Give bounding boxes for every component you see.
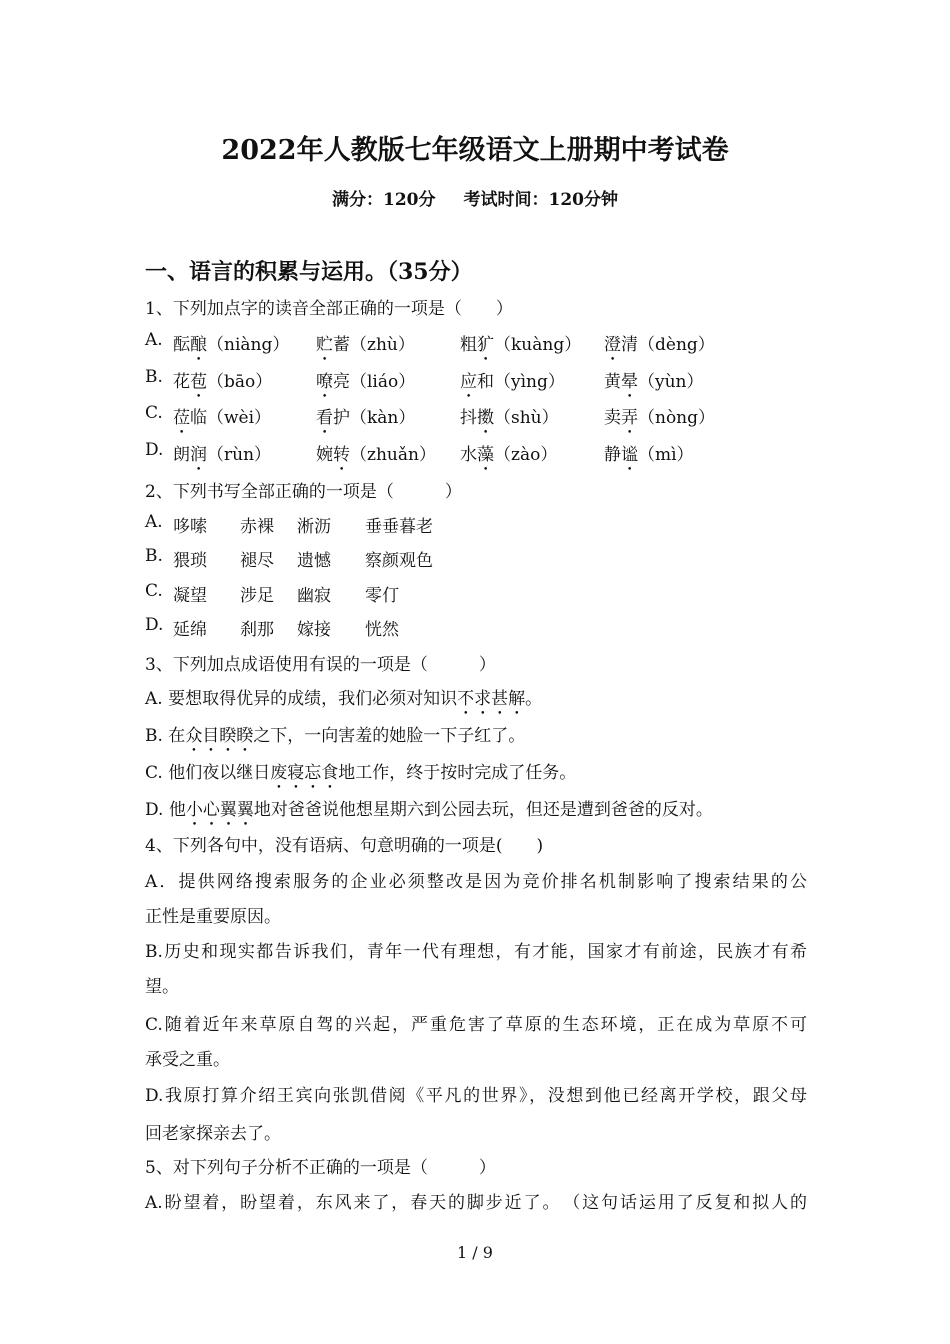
dotted-char: 犷: [477, 335, 494, 355]
pinyin: （zhù）: [350, 335, 415, 355]
option-item: [173, 440, 271, 475]
pinyin: （dèng）: [638, 335, 715, 355]
word-part: 粗: [460, 335, 477, 355]
option-label: D.: [145, 440, 164, 460]
dotted-char: 藻: [477, 445, 494, 465]
option-word: 嫁接: [297, 620, 331, 640]
option-row: [145, 512, 545, 536]
dotted-char: 看: [316, 408, 333, 428]
full-score: 满分：120分: [332, 190, 436, 210]
dotted-idiom: 众目睽睽: [185, 726, 254, 746]
option-word: 哆嗦: [173, 517, 207, 537]
dotted-char: 谧: [621, 445, 638, 465]
question-5-stem: 5、对下列句子分析不正确的一项是（ ）: [145, 1158, 496, 1178]
option-label: B.: [145, 546, 163, 566]
option-row: [145, 721, 525, 756]
option-item: [316, 330, 415, 365]
dotted-char: 转: [333, 445, 350, 465]
pinyin: （kuàng）: [494, 335, 582, 355]
dotted-char: 贮: [316, 335, 333, 355]
pinyin: （rùn）: [207, 445, 272, 465]
option-label: C.: [145, 403, 163, 423]
option-word: 凝望: [173, 586, 207, 606]
option-item: [460, 440, 557, 475]
option-line: D.我原打算介绍王宾向张凯借阅《平凡的世界》，没想到他已经离开学校，跟父母: [145, 1086, 807, 1106]
option-word: 延绵: [173, 620, 207, 640]
text: C. 他们夜以继日: [145, 763, 271, 783]
option-item: [173, 367, 272, 402]
option-label: B.: [145, 367, 163, 387]
option-line: C.随着近年来草原自驾的兴起，严重危害了草原的生态环境，正在成为草原不可: [145, 1015, 807, 1035]
text: 地对爸爸说他想星期六到公园去玩，但还是遭到爸爸的反对。: [253, 800, 713, 820]
dotted-idiom: 废寝忘食: [270, 763, 339, 783]
option-line: 望。: [145, 977, 179, 997]
word-part: 临: [190, 408, 207, 428]
question-1-stem: 1、下列加点字的读音全部正确的一项是（ ）: [145, 299, 513, 319]
question-2-stem: 2、下列书写全部正确的一项是（ ）: [145, 482, 462, 502]
option-word: 察颜观色: [365, 551, 433, 571]
option-word: 零仃: [365, 586, 399, 606]
word-part: 抖: [460, 408, 477, 428]
exam-time: 考试时间：120分钟: [463, 190, 618, 210]
option-word: 猥琐: [173, 551, 207, 571]
text: B. 在: [145, 726, 186, 746]
option-label: C.: [145, 581, 163, 601]
option-word: 淅沥: [297, 517, 331, 537]
section-heading: 一、语言的积累与运用。（35分）: [145, 259, 473, 285]
option-row: [145, 615, 545, 639]
pinyin: （nòng）: [638, 408, 716, 428]
option-word: 垂垂暮老: [365, 517, 433, 537]
option-item: [460, 367, 565, 402]
word-part: 婉: [316, 445, 333, 465]
question-3-stem: 3、下列加点成语使用有误的一项是（ ）: [145, 655, 496, 675]
dotted-char: 苞: [190, 372, 207, 392]
dotted-char: 擞: [477, 408, 494, 428]
option-word: 赤裸: [240, 517, 274, 537]
option-word: 涉足: [240, 586, 274, 606]
dotted-char: 澄: [604, 335, 621, 355]
page-title: 2022年人教版七年级语文上册期中考试卷: [221, 135, 729, 166]
option-line: 正性是重要原因。: [145, 907, 281, 927]
option-word: 刹那: [240, 620, 274, 640]
option-row: [145, 403, 825, 427]
option-item: [316, 367, 415, 402]
option-row: [145, 440, 825, 464]
pinyin: （kàn）: [350, 408, 416, 428]
dotted-char: 酿: [190, 335, 207, 355]
option-line: A.盼望着，盼望着，东风来了，春天的脚步近了。 （这句话运用了反复和拟人的: [145, 1193, 807, 1213]
option-row: [145, 546, 545, 570]
pinyin: （bāo）: [207, 372, 273, 392]
dotted-idiom: 不求甚解: [457, 689, 526, 709]
option-line: 回老家探亲去了。: [145, 1124, 281, 1144]
word-part: 静: [604, 445, 621, 465]
option-item: [604, 440, 694, 475]
pinyin: （yìng）: [494, 372, 565, 392]
dotted-char: 嘹: [316, 372, 333, 392]
option-line: 承受之重。: [145, 1050, 230, 1070]
word-part: 和: [477, 372, 494, 392]
word-part: 花: [173, 372, 190, 392]
word-part: 清: [621, 335, 638, 355]
option-item: [316, 440, 436, 475]
word-part: 黄: [604, 372, 621, 392]
question-4-stem: 4、下列各句中，没有语病、句意明确的一项是( ): [145, 836, 544, 856]
dotted-char: 莅: [173, 408, 190, 428]
pinyin: （yùn）: [638, 372, 704, 392]
word-part: 蓄: [333, 335, 350, 355]
pinyin: （zào）: [494, 445, 558, 465]
option-row: [145, 330, 825, 354]
option-row: [145, 581, 545, 605]
option-word: 恍然: [365, 620, 399, 640]
text: 。: [525, 689, 543, 709]
dotted-char: 晕: [621, 372, 638, 392]
word-part: 酝: [173, 335, 190, 355]
option-row: [145, 795, 713, 830]
word-part: 水: [460, 445, 477, 465]
word-part: 护: [333, 408, 350, 428]
dotted-char: 应: [460, 372, 477, 392]
option-line: B.历史和现实都告诉我们，青年一代有理想，有才能，国家才有前途，民族才有希: [145, 942, 807, 962]
option-item: [460, 330, 581, 365]
option-word: 褪尽: [240, 551, 274, 571]
option-item: [173, 330, 289, 365]
pinyin: （zhuǎn）: [350, 445, 436, 465]
page-number: 1 / 9: [457, 1243, 493, 1262]
option-line: A．提供网络搜索服务的企业必须整改是因为竞价排名机制影响了搜索结果的公: [145, 872, 807, 892]
option-item: [604, 330, 715, 365]
option-label: A.: [145, 330, 163, 350]
text: D. 他: [145, 800, 186, 820]
option-label: D.: [145, 615, 164, 635]
option-label: A.: [145, 512, 163, 532]
option-item: [604, 403, 715, 438]
text: A. 要想取得优异的成绩，我们必须对知识: [145, 689, 458, 709]
pinyin: （shù）: [494, 408, 559, 428]
dotted-char: 润: [190, 445, 207, 465]
text: 地工作，终于按时完成了任务。: [338, 763, 577, 783]
option-row: [145, 758, 576, 793]
word-part: 朗: [173, 445, 190, 465]
option-item: [604, 367, 704, 402]
option-item: [460, 403, 559, 438]
dotted-char: 弄: [621, 408, 638, 428]
option-word: 遗憾: [297, 551, 331, 571]
option-row: [145, 367, 825, 391]
text: 之下，一向害羞的她脸一下子红了。: [253, 726, 526, 746]
option-item: [316, 403, 415, 438]
option-row: [145, 684, 542, 719]
pinyin: （liáo）: [350, 372, 416, 392]
word-part: 卖: [604, 408, 621, 428]
option-item: [173, 403, 271, 438]
subtitle: [0, 185, 950, 210]
pinyin: （niàng）: [207, 335, 290, 355]
option-word: 幽寂: [297, 586, 331, 606]
pinyin: （mì）: [638, 445, 694, 465]
pinyin: （wèi）: [207, 408, 272, 428]
dotted-idiom: 小心翼翼: [185, 800, 254, 820]
word-part: 亮: [333, 372, 350, 392]
